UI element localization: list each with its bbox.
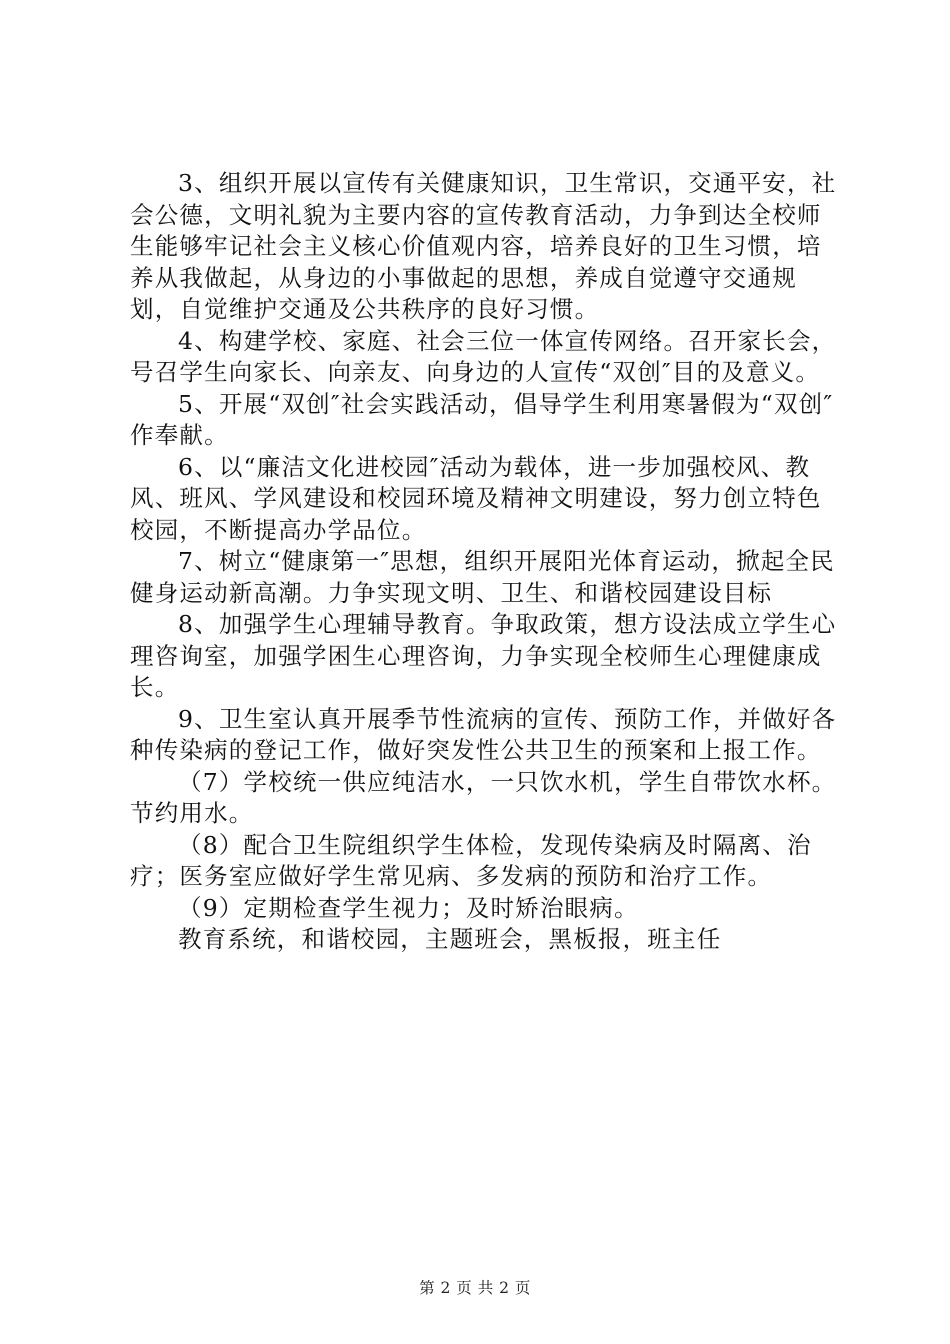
paragraph-item-5: 5、开展“双创″社会实践活动，倡导学生利用寒暑假为“双创″作奉献。 xyxy=(130,389,834,449)
paragraph-item-9: 9、卫生室认真开展季节性流病的宣传、预防工作，并做好各种传染病的登记工作，做好突发性公共卫生的预案和上报工作。 xyxy=(130,704,837,764)
paragraph-subitem-9: （9）定期检查学生视力；及时矫治眼病。 xyxy=(178,893,639,922)
paragraph-item-8: 8、加强学生心理辅导教育。争取政策，想方设法成立学生心理咨询室，加强学困生心理咨询，力争实现全校师生心理健康成长。 xyxy=(130,610,837,701)
paragraph-item-6: 6、以“廉洁文化进校园″活动为载体，进一步加强校风、教风、班风、学风建设和校园环境及精神文明建设，努力创立特色校园，不断提高办学品位。 xyxy=(130,452,822,544)
paragraph-item-7: 7、树立“健康第一″思想，组织开展阳光体育运动，掀起全民健身运动新高潮。力争实现文明、卫生、和谐校园建设目标 xyxy=(130,547,835,607)
paragraph-subitem-7: （7）学校统一供应纯洁水，一只饮水机，学生自带饮水杯。节约用水。 xyxy=(130,767,837,827)
paragraph-subitem-8: （8）配合卫生院组织学生体检，发现传染病及时隔离、治疗；医务室应做好学生常见病、多发病的预防和治疗工作。 xyxy=(130,830,812,890)
paragraph-item-4: 4、构建学校、家庭、社会三位一体宣传网络。召开家长会，号召学生向家长、向亲友、向身边的人宣传“双创″目的及意义。 xyxy=(130,326,837,386)
keywords-line: 教育系统，和谐校园，主题班会，黑板报，班主任 xyxy=(178,925,722,953)
document-body xyxy=(130,168,842,956)
paragraph-item-3: 3、组织开展以宣传有关健康知识，卫生常识，交通平安，社会公德，文明礼貌为主要内容的宣传教育活动，力争到达全校师生能够牢记社会主义核心价值观内容，培养良好的卫生习惯，培养从我做起，从身边的小事做起的思想，养成自觉遵守交通规划，自觉维护交通及公共秩序的良好习惯。 xyxy=(130,169,837,323)
page-number-footer: 第 2 页 共 2 页 xyxy=(419,1279,531,1297)
